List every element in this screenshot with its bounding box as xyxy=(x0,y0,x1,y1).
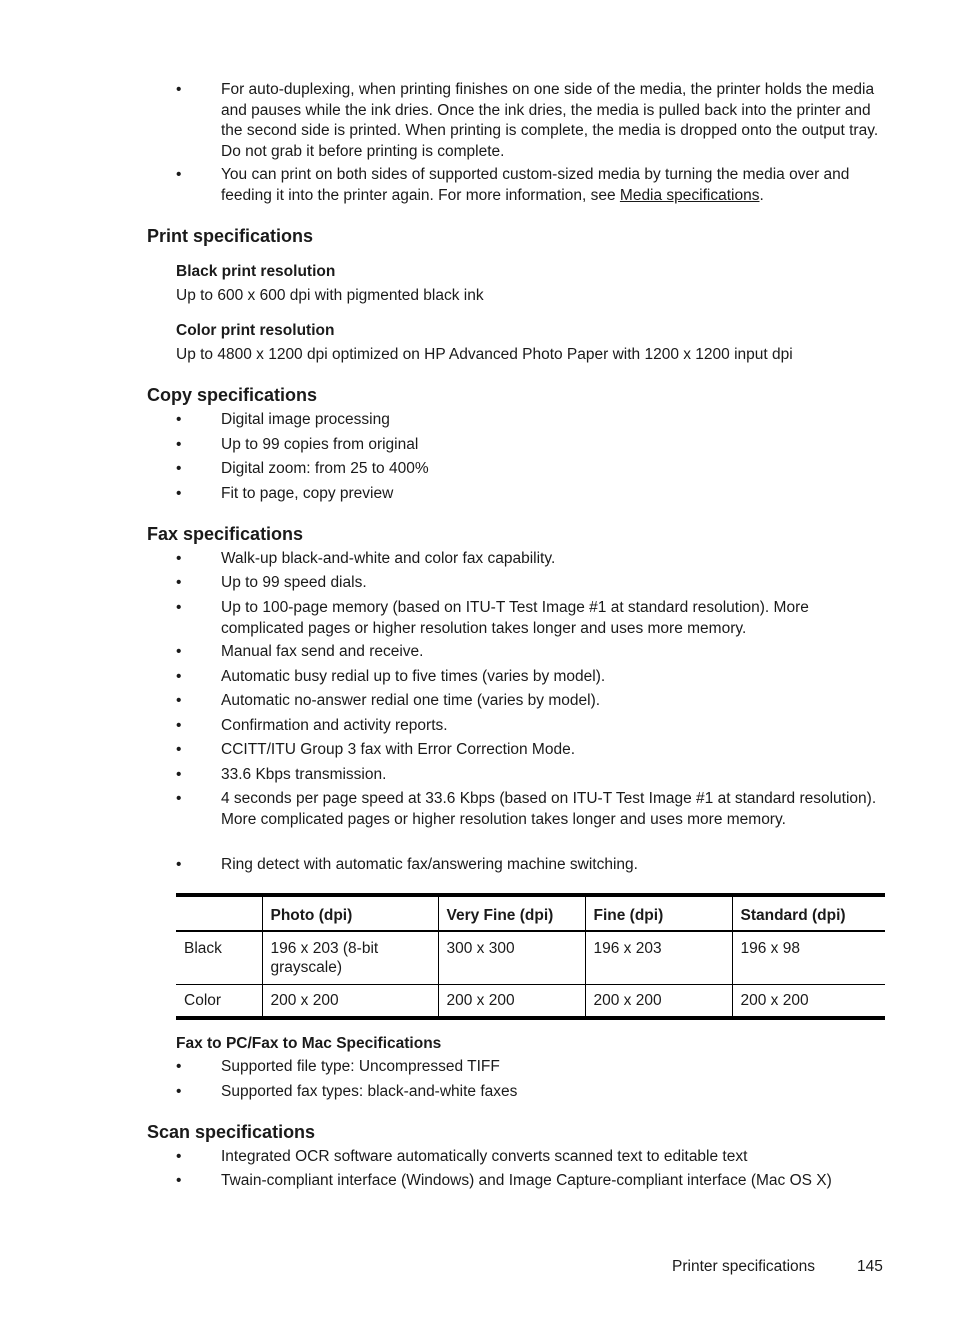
fax-resolution-table xyxy=(176,893,885,1020)
list-item-text: 33.6 Kbps transmission. xyxy=(221,766,387,783)
list-item-text: Digital image processing xyxy=(221,411,390,428)
table-cell: 196 x 203 xyxy=(585,931,732,984)
list-item-text: Up to 99 speed dials. xyxy=(221,574,367,591)
color-print-resolution-title: Color print resolution xyxy=(176,322,335,339)
list-item-text: Twain-compliant interface (Windows) and Image Capture-compliant interface (Mac OS X) xyxy=(221,1172,832,1189)
bullet-icon: • xyxy=(176,485,182,502)
bullet-icon: • xyxy=(176,81,182,98)
bullet-icon: • xyxy=(176,411,182,428)
table-cell: 200 x 200 xyxy=(438,984,585,1018)
black-print-resolution-text: Up to 600 x 600 dpi with pigmented black ink xyxy=(176,287,484,304)
list-item-text: Walk-up black-and-white and color fax capability. xyxy=(221,550,556,567)
table-cell: 200 x 200 xyxy=(262,984,438,1018)
fax-specifications-heading: Fax specifications xyxy=(147,524,304,544)
footer-section-title: Printer specifications xyxy=(672,1258,816,1275)
fax-to-pc-mac-title: Fax to PC/Fax to Mac Specifications xyxy=(176,1035,442,1052)
column-header: Standard (dpi) xyxy=(732,895,885,931)
page-number: 145 xyxy=(857,1258,883,1275)
table-cell: 300 x 300 xyxy=(438,931,585,984)
media-specifications-link[interactable]: Media specifications xyxy=(619,186,760,204)
list-item-text: Ring detect with automatic fax/answering machine switching. xyxy=(221,856,638,873)
bullet-icon: • xyxy=(176,460,182,477)
list-item-text: You can print on both sides of supported custom-sized media by turning the media over and feeding it into the printer again. For more information, see Media specifications. xyxy=(221,166,850,204)
column-header: Very Fine (dpi) xyxy=(438,895,585,931)
print-specifications-heading: Print specifications xyxy=(147,226,314,246)
list-item-text: Supported file type: Uncompressed TIFF xyxy=(221,1058,500,1075)
list-item-text: 4 seconds per page speed at 33.6 Kbps (based on ITU-T Test Image #1 at standard resolution). More complicated pages or higher resolution takes longer and uses more memory. xyxy=(221,790,877,828)
list-item-text: Up to 99 copies from original xyxy=(221,436,419,453)
bullet-icon: • xyxy=(176,668,182,685)
table-cell: 200 x 200 xyxy=(732,984,885,1018)
list-item-text: CCITT/ITU Group 3 fax with Error Correction Mode. xyxy=(221,741,576,758)
bullet-icon: • xyxy=(176,741,182,758)
list-item-text: Digital zoom: from 25 to 400% xyxy=(221,460,429,477)
list-item-text: Integrated OCR software automatically converts scanned text to editable text xyxy=(221,1148,748,1165)
list-item-text: Up to 100-page memory (based on ITU-T Test Image #1 at standard resolution). More complicated pages or higher resolution takes longer and uses more memory. xyxy=(221,599,809,637)
bullet-icon: • xyxy=(176,599,182,616)
copy-specifications-heading: Copy specifications xyxy=(147,385,318,405)
column-header: Fine (dpi) xyxy=(585,895,732,931)
black-print-resolution-title: Black print resolution xyxy=(176,263,336,280)
list-item-text: For auto-duplexing, when printing finishes on one side of the media, the printer holds the media and pauses while the ink dries. Once the ink dries, the media is pulled back into the printer and the second side is printed. When printing is complete, the media is dropped onto the output tray. Do not grab it before printing is complete. xyxy=(221,81,879,161)
table-cell: Color xyxy=(184,991,222,1009)
table-cell: Black xyxy=(184,940,222,957)
bullet-icon: • xyxy=(176,436,182,453)
bullet-icon: • xyxy=(176,1148,182,1165)
color-print-resolution-text: Up to 4800 x 1200 dpi optimized on HP Advanced Photo Paper with 1200 x 1200 input dpi xyxy=(176,346,793,363)
bullet-icon: • xyxy=(176,643,182,660)
bullet-icon: • xyxy=(176,1172,182,1189)
column-header: Photo (dpi) xyxy=(262,895,438,931)
list-item-text: Automatic no-answer redial one time (varies by model). xyxy=(221,692,601,709)
bullet-icon: • xyxy=(176,692,182,709)
table-row xyxy=(176,931,885,984)
bullet-icon: • xyxy=(176,1083,182,1100)
table-cell: 196 x 203 (8-bit grayscale) xyxy=(262,931,438,984)
table-cell: 200 x 200 xyxy=(585,984,732,1018)
table-header-row xyxy=(176,895,885,931)
bullet-icon: • xyxy=(176,1058,182,1075)
list-item-text: Fit to page, copy preview xyxy=(221,485,394,502)
bullet-icon: • xyxy=(176,550,182,567)
table-cell: 196 x 98 xyxy=(732,931,885,984)
list-item-text: Manual fax send and receive. xyxy=(221,643,424,660)
bullet-icon: • xyxy=(176,766,182,783)
scan-specifications-heading: Scan specifications xyxy=(147,1122,316,1142)
list-item-text: Confirmation and activity reports. xyxy=(221,717,448,734)
list-item-text: Automatic busy redial up to five times (varies by model). xyxy=(221,668,606,685)
table-row xyxy=(176,984,885,1018)
list-item-text: Supported fax types: black-and-white faxes xyxy=(221,1083,518,1100)
bullet-icon: • xyxy=(176,574,182,591)
bullet-icon: • xyxy=(176,790,182,807)
column-header xyxy=(176,895,262,931)
bullet-icon: • xyxy=(176,856,182,873)
bullet-icon: • xyxy=(176,166,182,183)
bullet-icon: • xyxy=(176,717,182,734)
